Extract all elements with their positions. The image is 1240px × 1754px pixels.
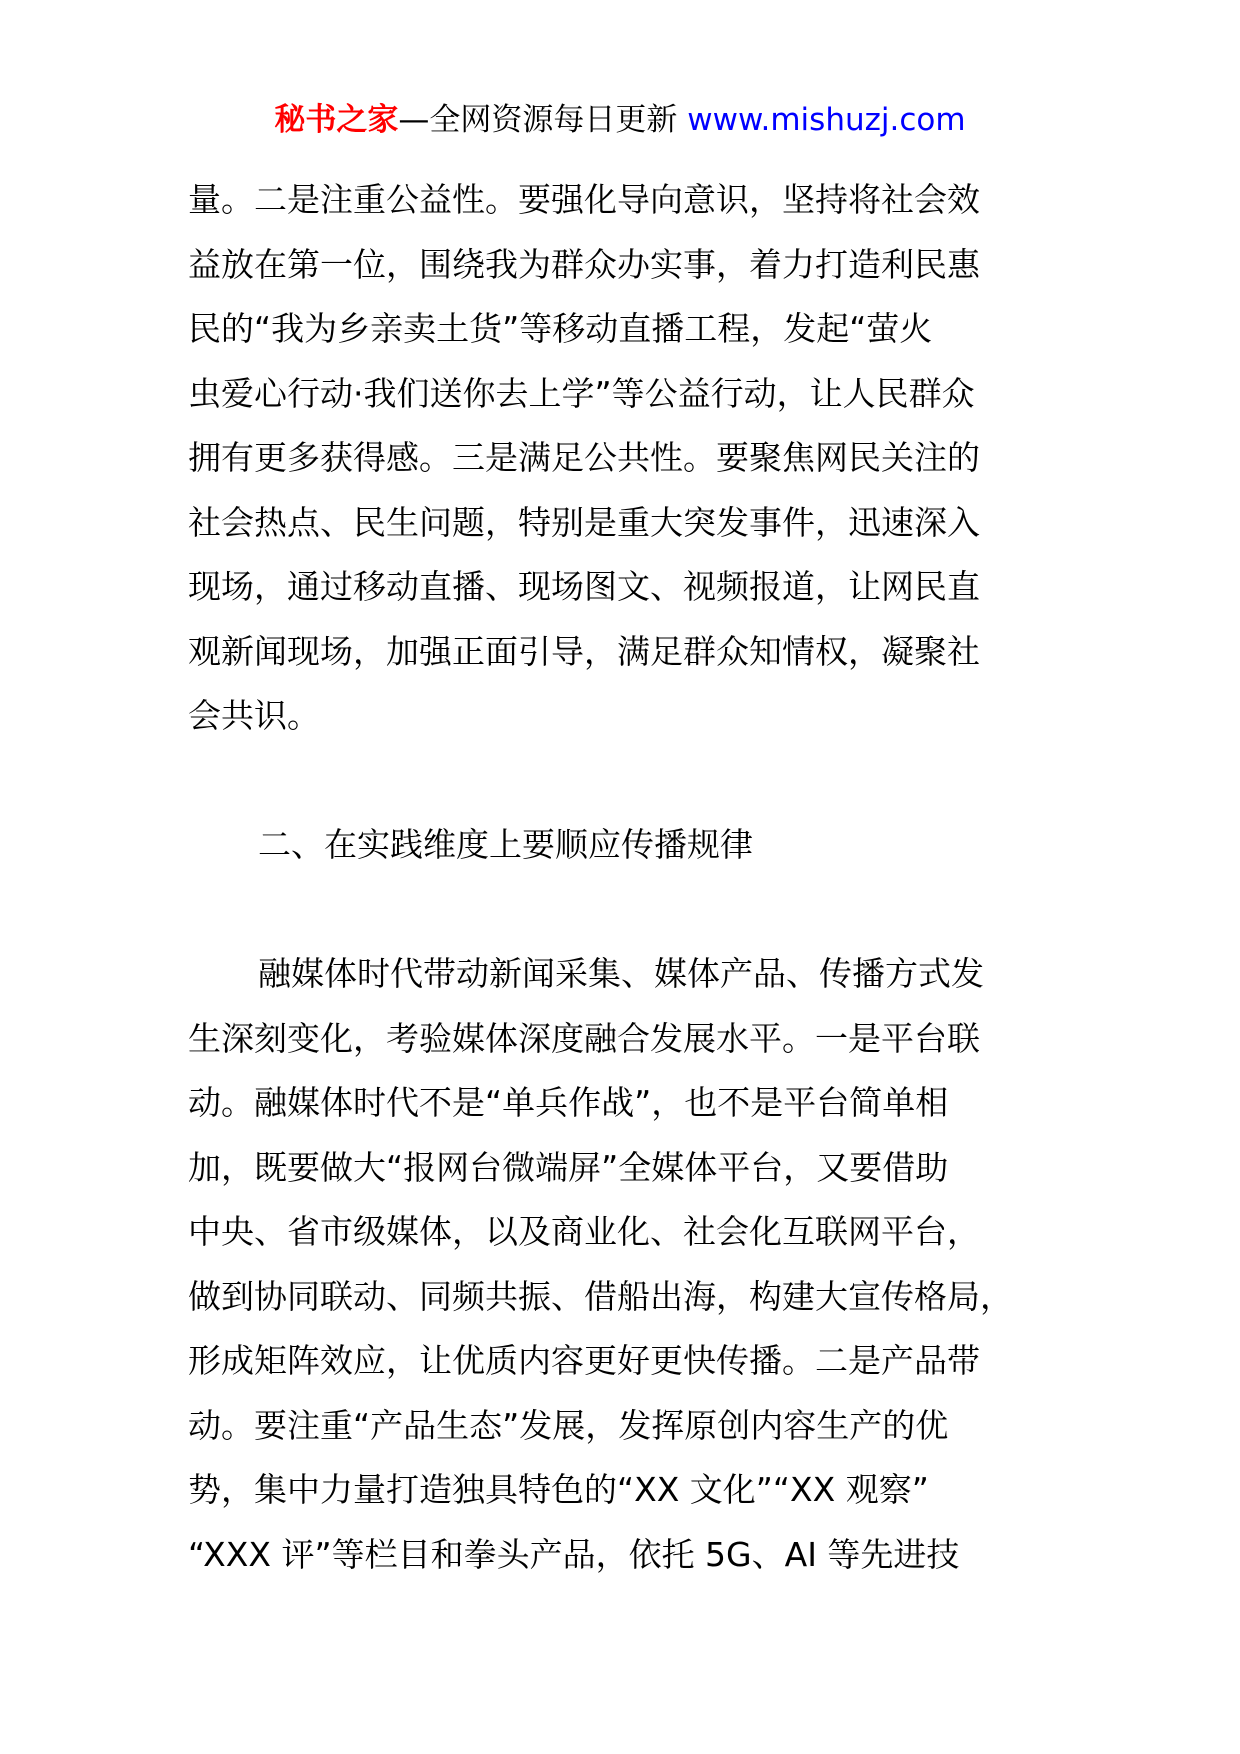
text-line: 中央、省市级媒体，以及商业化、社会化互联网平台， bbox=[188, 1212, 980, 1251]
text-line: 生深刻变化，考验媒体深度融合发展水平。一是平台联 bbox=[188, 1018, 980, 1058]
section-heading: 二、在实践维度上要顺应传播规律 bbox=[258, 825, 753, 864]
text-line: 观新闻现场，加强正面引导，满足群众知情权，凝聚社 bbox=[188, 631, 980, 671]
text-line: 形成矩阵效应，让优质内容更好更快传播。二是产品带 bbox=[188, 1341, 980, 1380]
header-tagline: —全网资源每日更新 bbox=[398, 102, 678, 138]
text-line: 量。二是注重公益性。要强化导向意识，坚持将社会效 bbox=[188, 180, 980, 219]
paragraph-public-welfare bbox=[188, 168, 1063, 749]
text-line: 益放在第一位，围绕我为群众办实事，着力打造利民惠 bbox=[188, 244, 980, 284]
text-line: 社会热点、民生问题，特别是重大突发事件，迅速深入 bbox=[188, 502, 980, 542]
text-line: 融媒体时代带动新闻采集、媒体产品、传播方式发 bbox=[258, 954, 984, 993]
text-line: 势，集中力量打造独具特色的“XX 文化”“XX 观察” bbox=[188, 1470, 929, 1509]
paragraph-practice bbox=[188, 942, 1063, 1587]
page-header bbox=[0, 100, 1240, 140]
text-line: 拥有更多获得感。三是满足公共性。要聚焦网民关注的 bbox=[188, 438, 980, 477]
brand-name: 秘书之家 bbox=[274, 102, 399, 138]
article-body bbox=[188, 168, 1063, 1587]
text-line: 动。融媒体时代不是“单兵作战”，也不是平台简单相 bbox=[188, 1083, 949, 1122]
text-line: 动。要注重“产品生态”发展，发挥原创内容生产的优 bbox=[188, 1405, 949, 1445]
text-line: “XXX 评”等栏目和拳头产品，依托 5G、AI 等先进技 bbox=[188, 1534, 960, 1574]
text-line: 现场，通过移动直播、现场图文、视频报道，让网民直 bbox=[188, 567, 980, 606]
text-line: 做到协同联动、同频共振、借船出海，构建大宣传格局， bbox=[188, 1276, 1013, 1316]
text-line: 加，既要做大“报网台微端屏”全媒体平台，又要借助 bbox=[188, 1147, 949, 1187]
text-line: 虫爱心行动·我们送你去上学”等公益行动，让人民群众 bbox=[188, 373, 975, 413]
text-line: 民的“我为乡亲卖土货”等移动直播工程，发起“萤火 bbox=[188, 309, 933, 348]
site-url-link[interactable]: www.mishuzj.com bbox=[687, 102, 966, 138]
text-line: 会共识。 bbox=[188, 696, 320, 735]
paragraph-spacer bbox=[188, 749, 1063, 814]
paragraph-spacer bbox=[188, 878, 1063, 943]
